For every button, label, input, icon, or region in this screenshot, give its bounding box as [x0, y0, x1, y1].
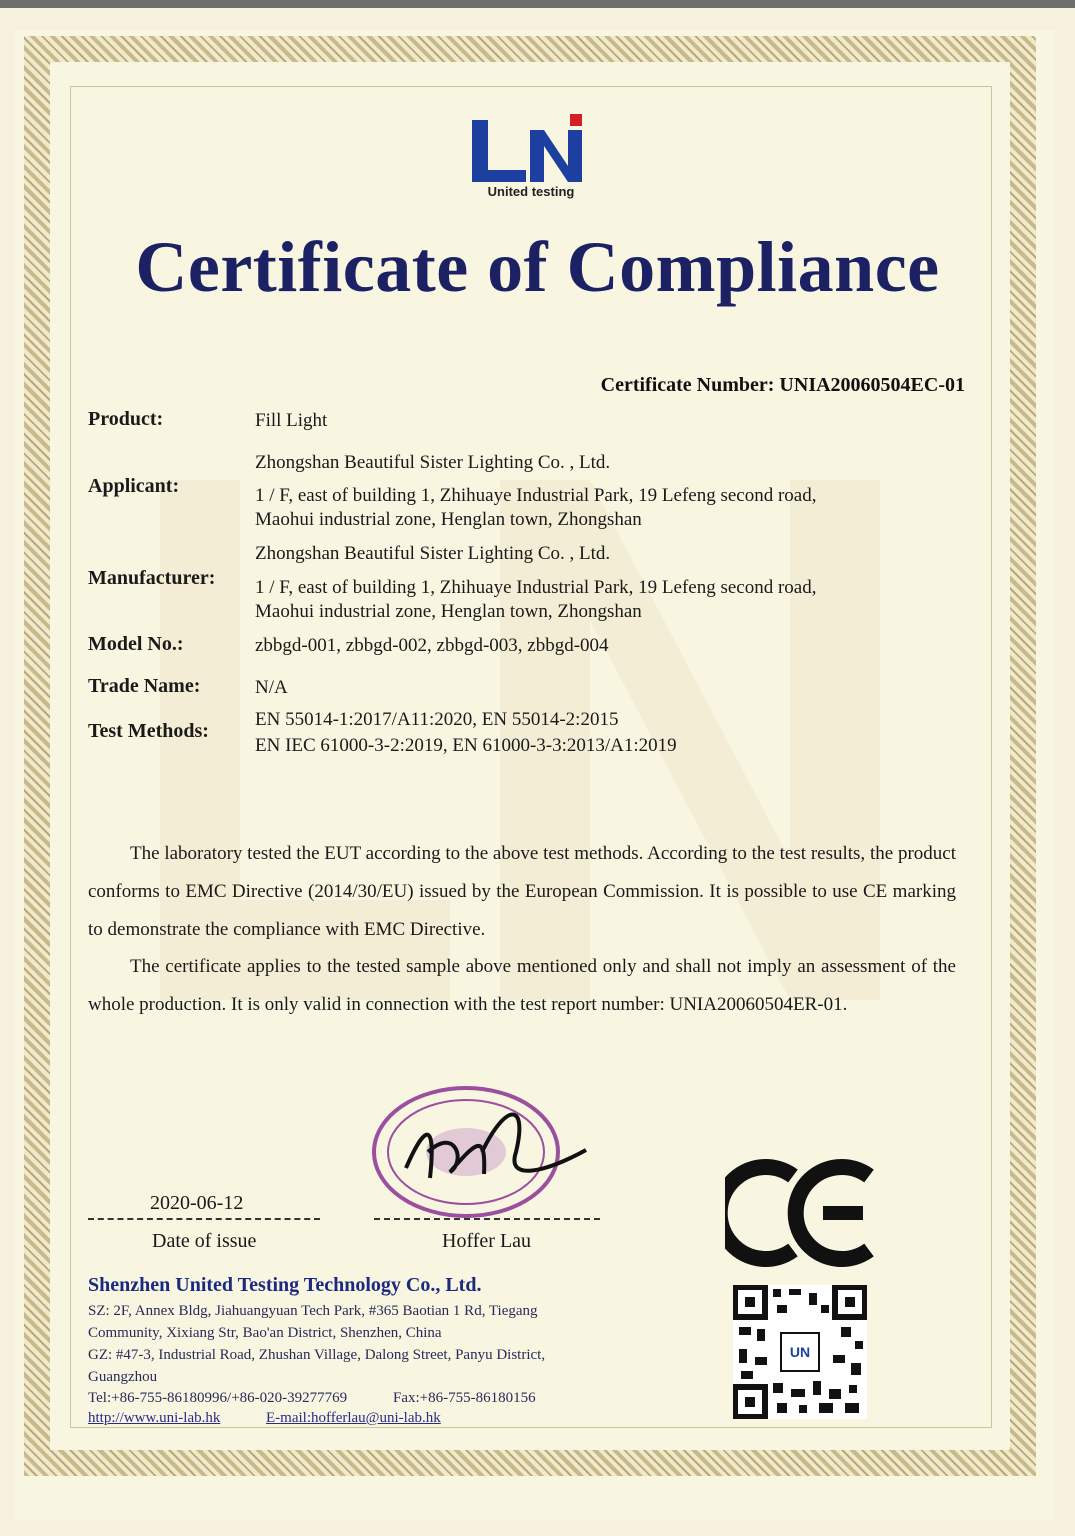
validity-paragraph [88, 948, 956, 1024]
footer-email-link[interactable]: E-mail:hofferlau@uni-lab.hk [266, 1410, 441, 1426]
footer-website-link[interactable]: http://www.uni-lab.hk [88, 1410, 221, 1426]
footer-fax: Fax:+86-755-86180156 [393, 1390, 536, 1406]
footer-telephone: Tel:+86-755-86180996/+86-020-39277769 [88, 1390, 348, 1406]
footer-gz-address-line1: GZ: #47-3, Industrial Road, Zhushan Village, Dalong Street, Panyu District, [88, 1347, 546, 1363]
compliance-paragraph-text: The laboratory tested the EUT according to the above test methods. According to the test results, the product conforms to EMC Directive (2014/30/EU) issued by the European Commission. It is possible to use CE marking to demonstrate the compliance with EMC Directive. [88, 843, 956, 940]
qr-center-logo: UN [789, 1344, 811, 1360]
product-value: Fill Light [255, 410, 328, 431]
applicant-name: Zhongshan Beautiful Sister Lighting Co. , Ltd. [255, 452, 611, 473]
certificate-title: Certificate of Compliance [135, 227, 940, 307]
validity-paragraph-text: The certificate applies to the tested sample above mentioned only and shall not imply an assessment of the whole production. It is only valid in connection with the test report number: UNIA20060504ER-01. [88, 956, 956, 1015]
issue-date: 2020-06-12 [150, 1192, 244, 1214]
footer-gz-address-line2: Guangzhou [88, 1369, 158, 1385]
trade-name-value: N/A [255, 677, 288, 698]
company-stamp [366, 1082, 598, 1228]
applicant-label: Applicant: [88, 475, 180, 497]
logo-subtitle: United testing [487, 184, 575, 199]
trade-name-label: Trade Name: [88, 675, 201, 697]
ce-mark [725, 1158, 875, 1268]
applicant-address-line1: 1 / F, east of building 1, Zhihuaye Industrial Park, 19 Lefeng second road, [255, 485, 817, 506]
model-label: Model No.: [88, 633, 184, 655]
footer-sz-address-line2: Community, Xixiang Str, Bao'an District, Shenzhen, China [88, 1325, 442, 1341]
applicant-address-line2: Maohui industrial zone, Henglan town, Zhongshan [255, 509, 642, 530]
manufacturer-label: Manufacturer: [88, 567, 216, 589]
compliance-paragraph [88, 835, 956, 949]
date-dashed-line [88, 1218, 320, 1220]
footer-sz-address-line1: SZ: 2F, Annex Bldg, Jiahuangyuan Tech Park, #365 Baotian 1 Rd, Tiegang [88, 1303, 538, 1319]
date-of-issue-label: Date of issue [152, 1230, 257, 1252]
test-methods-line2: EN IEC 61000-3-2:2019, EN 61000-3-3:2013/A1:2019 [255, 735, 677, 756]
footer-company-name: Shenzhen United Testing Technology Co., Ltd. [88, 1274, 482, 1296]
signer-name: Hoffer Lau [442, 1230, 532, 1252]
top-bar [0, 0, 1075, 8]
manufacturer-address-line1: 1 / F, east of building 1, Zhihuaye Industrial Park, 19 Lefeng second road, [255, 577, 817, 598]
model-value: zbbgd-001, zbbgd-002, zbbgd-003, zbbgd-004 [255, 635, 609, 656]
certificate-number: Certificate Number: UNIA20060504EC-01 [600, 374, 965, 396]
test-methods-label: Test Methods: [88, 720, 209, 742]
product-label: Product: [88, 408, 164, 430]
qr-code [733, 1285, 867, 1419]
manufacturer-address-line2: Maohui industrial zone, Henglan town, Zhongshan [255, 601, 642, 622]
test-methods-line1: EN 55014-1:2017/A11:2020, EN 55014-2:2015 [255, 709, 619, 730]
signature-dashed-line [374, 1218, 600, 1220]
manufacturer-name: Zhongshan Beautiful Sister Lighting Co. , Ltd. [255, 543, 611, 564]
